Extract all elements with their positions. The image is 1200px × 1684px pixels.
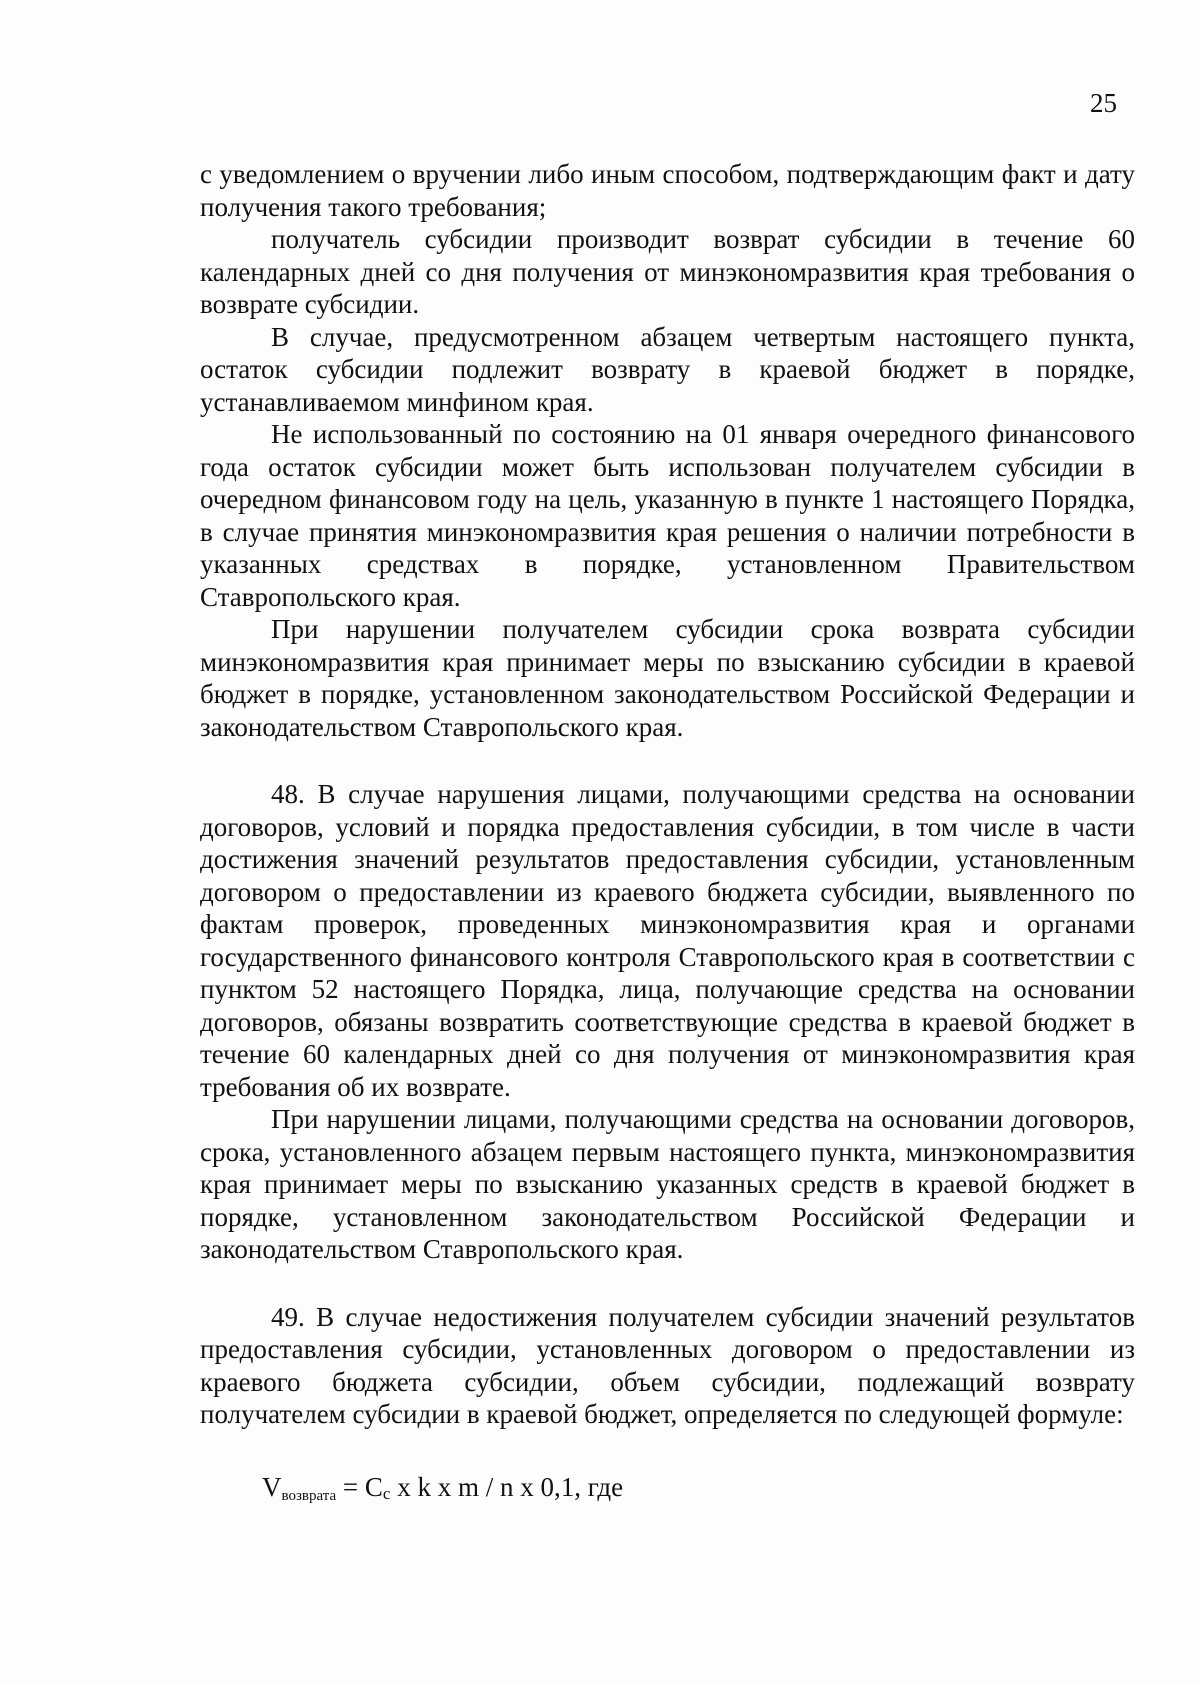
page-number: 25 [1090, 88, 1117, 118]
paragraph-continuation: с уведомлением о вручении либо иным способом, подтверждающим факт и дату получения такого требования; [200, 159, 1135, 222]
paragraph-return-term: получатель субсидии производит возврат субсидии в течение 60 календарных дней со дня получения от минэкономразвития края требования о возврате субсидии. [200, 224, 1135, 319]
formula-equals: = C [336, 1471, 383, 1502]
document-body [200, 158, 1135, 1503]
paragraph-item-49: 49. В случае недостижения получателем субсидии значений результатов предоставления субсидии, установленных договором о предоставлении из краевого бюджета субсидии, объем субсидии, подлежащий возврату получателем субсидии в краевой бюджет, определяется по следующей формуле: [200, 1301, 1135, 1429]
paragraph-unused-remainder: Не использованный по состоянию на 01 января очередного финансового года остаток субсидии может быть использован получателем субсидии в очередном финансовом году на цель, указанную в пункте 1 настоящего Порядка, в случае принятия минэкономразвития края решения о наличии потребности в указанных средствах в порядке, установленном Правительством Ставропольского края. [200, 419, 1135, 612]
paragraph-item-48: 48. В случае нарушения лицами, получающими средства на основании договоров, условий и порядка предоставления субсидии, в том числе в части достижения значений результатов предоставления субсидии, установленным договором о предоставлении из краевого бюджета субсидии, выявленного по фактам проверок, проведенных минэкономразвития края и органами государственного финансового контроля Ставропольского края в соответствии с пунктом 52 настоящего Порядка, лица, получающие средства на основании договоров, обязаны возвратить соответствующие средства в краевой бюджет в течение 60 календарных дней со дня получения от минэкономразвития края требования об их возврате. [200, 779, 1135, 1102]
formula-c-subscript: c [382, 1483, 391, 1503]
formula-v-subscript: возврата [281, 1487, 337, 1504]
return-formula [200, 1471, 1135, 1504]
paragraph-item-48-violation: При нарушении лицами, получающими средства на основании договоров, срока, установленного абзацем первым настоящего пункта, минэкономразвития края принимает меры по взысканию указанных средств в краевой бюджет в порядке, установленном законодательством Российской Федерации и законодательством Ставропольского края. [200, 1104, 1135, 1264]
paragraph-remainder-return: В случае, предусмотренном абзацем четвертым настоящего пункта, остаток субсидии подлежит возврату в краевой бюджет в порядке, устанавливаемом минфином края. [200, 321, 1135, 417]
paragraph-violation-measures: При нарушении получателем субсидии срока возврата субсидии минэкономразвития края принимает меры по взысканию субсидии в краевой бюджет в порядке, установленном законодательством Российской Федерации и законодательством Ставропольского края. [200, 614, 1135, 742]
formula-rest: x k x m / n x 0,1, где [390, 1471, 624, 1502]
formula-v: V [262, 1471, 282, 1502]
